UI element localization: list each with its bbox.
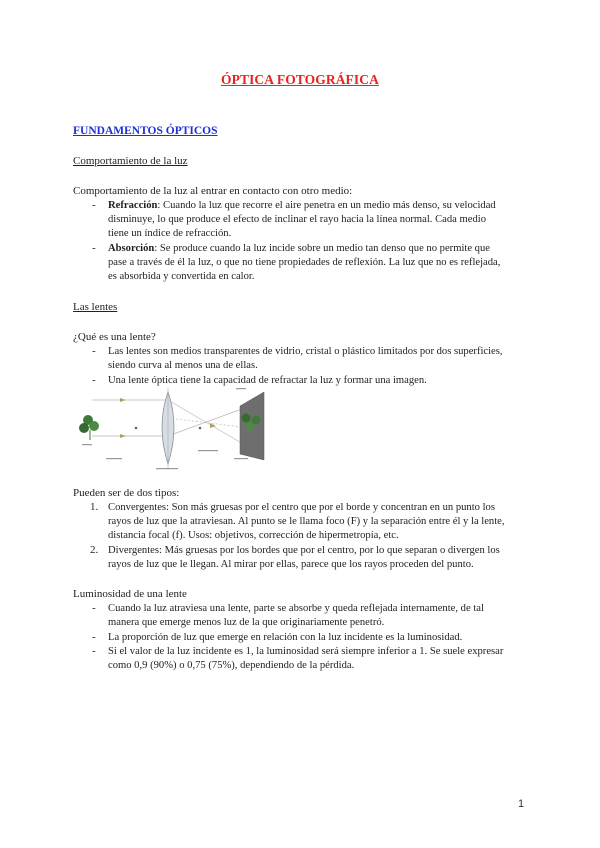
bullet-dash: -	[92, 345, 96, 357]
lens-bullet-line: siendo curva al menos una de ellas.	[108, 360, 258, 371]
absorption-line: es absorbida y convertida en calor.	[108, 271, 255, 282]
convergent-line: Convergentes: Son más gruesas por el centro que por el borde y concentran en un punto los	[108, 502, 495, 513]
bullet-dash: -	[92, 242, 96, 254]
intro-paragraph: Comportamiento de la luz al entrar en contacto con otro medio:	[73, 185, 353, 197]
focal-point-mark	[135, 427, 138, 430]
subheading-lenses: Las lentes	[73, 301, 118, 313]
bullet-dash: -	[92, 374, 96, 386]
lens-question: ¿Qué es una lente?	[73, 331, 156, 343]
document-title: ÓPTICA FOTOGRÁFICA	[221, 72, 379, 87]
bullet-dash: -	[92, 645, 96, 657]
luminosity-line: Si el valor de la luz incidente es 1, la luminosidad será siempre inferior a 1. Se suele expresar	[108, 646, 504, 657]
luminosity-line: La proporción de luz que emerge en relación con la luz incidente es la luminosidad.	[108, 632, 463, 643]
bullet-dash: -	[92, 602, 96, 614]
luminosity-line: manera que emerge menos luz de la que originariamente penetró.	[108, 617, 385, 628]
refraction-line: disminuye, lo que produce el efecto de inclinar el rayo hacia la línea normal. Cada medio	[108, 214, 486, 225]
refraction-line: tiene un índice de refracción.	[108, 228, 232, 239]
list-number: 2.	[90, 544, 99, 556]
lens-bullet-line: Las lentes son medios transparentes de vidrio, cristal o plástico limitados por dos superficies,	[108, 346, 503, 357]
lens-diagram	[70, 388, 280, 476]
focal-point-mark	[199, 427, 202, 430]
bullet-dash: -	[92, 631, 96, 643]
refraction-line: Refracción: Cuando la luz que recorre el aire penetra en un medio más denso, su velocidad	[108, 200, 496, 211]
convergent-line: rayos de luz que la atraviesan. Al punto se le llama foco (F) y la separación entre él y la lente,	[108, 516, 505, 527]
subheading-light-behavior: Comportamiento de la luz	[73, 155, 188, 167]
divergent-line: Divergentes: Más gruesas por los bordes que por el centro, por lo que separan o divergen los	[108, 545, 500, 556]
refraction-term: Refracción	[108, 200, 158, 211]
absorption-term: Absorción	[108, 243, 155, 254]
bullet-dash: -	[92, 199, 96, 211]
divergent-line: rayos de luz que le llegan. Al mirar por ellas, parece que los rayos proceden del punto.	[108, 559, 474, 570]
absorption-line: pase a través de él la luz, o que no tiene propiedades de reflexión. La luz que no es reflejada,	[108, 257, 501, 268]
page-number: 1	[518, 798, 525, 810]
section-heading: FUNDAMENTOS ÓPTICOS	[73, 125, 218, 137]
luminosity-line: como 0,9 (90%) o 0,75 (75%), dependiendo de la pérdida.	[108, 660, 355, 671]
convergent-line: distancia focal (f). Usos: objetivos, corrección de hipermetropía, etc.	[108, 530, 399, 541]
absorption-line: Absorción: Se produce cuando la luz incide sobre un medio tan denso que no permite que	[108, 243, 490, 254]
luminosity-line: Cuando la luz atraviesa una lente, parte se absorbe y queda reflejada internamente, de tal	[108, 603, 484, 614]
types-intro: Pueden ser de dos tipos:	[73, 487, 180, 499]
subheading-luminosity: Luminosidad de una lente	[73, 588, 187, 600]
lens-bullet-line: Una lente óptica tiene la capacidad de refractar la luz y formar una imagen.	[108, 375, 427, 386]
list-number: 1.	[90, 501, 99, 513]
